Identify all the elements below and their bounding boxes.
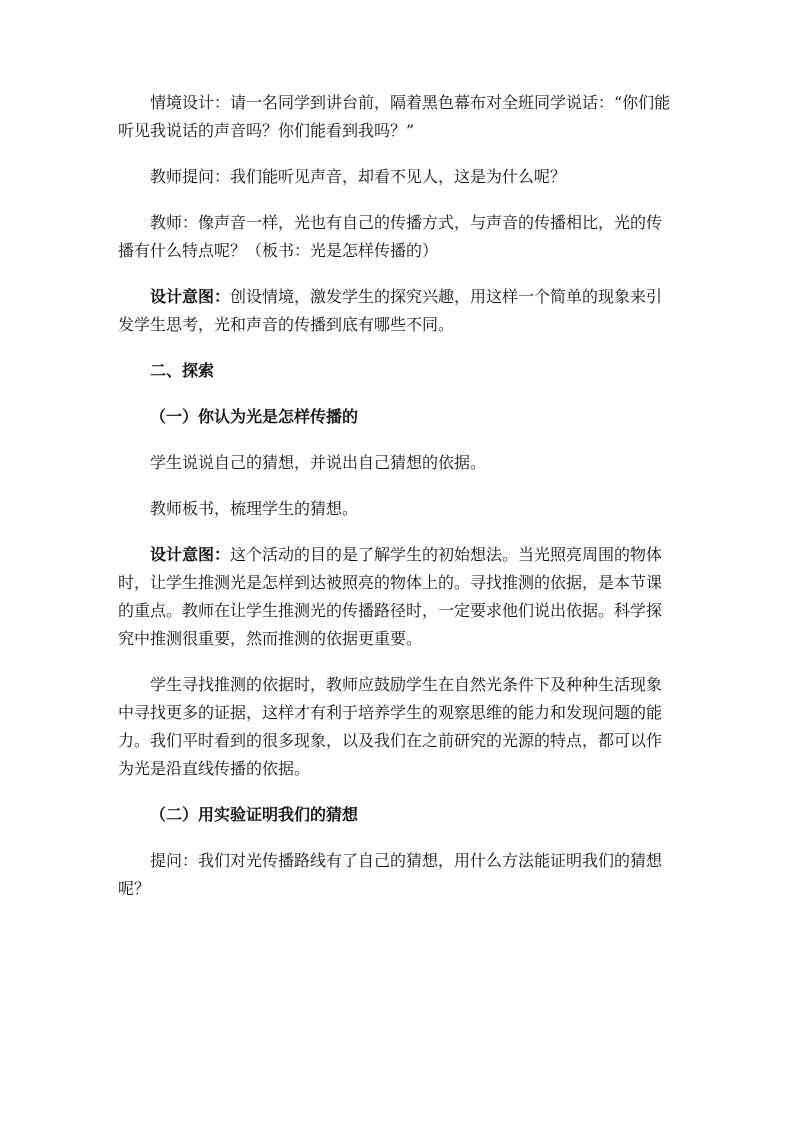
design-intent-label: 设计意图： — [150, 287, 231, 306]
paragraph-design-intent-2 — [118, 541, 674, 653]
paragraph-design-intent-1 — [118, 283, 674, 339]
subsection-heading-experiment: （二）用实验证明我们的猜想 — [150, 805, 359, 824]
paragraph-text: 学生寻找推测的依据时，教师应鼓励学生在自然光条件下及种种生活现象中寻找更多的证据，这样才有利于培养学生的观察思维的能力和发现问题的能力。我们平时看到的很多现象，以及我们在之前研究的光源的特点，都可以作为光是沿直线传播的依据。 — [118, 675, 663, 778]
paragraph-text: 教师提问：我们能听见声音，却看不见人，这是为什么呢？ — [150, 167, 567, 186]
paragraph-teacher-board — [118, 495, 674, 523]
section-heading-explore: 二、探索 — [150, 361, 215, 380]
paragraph-text: 教师板书，梳理学生的猜想。 — [150, 499, 359, 518]
paragraph-text: 学生说说自己的猜想，并说出自己猜想的依据。 — [150, 453, 487, 472]
paragraph-text: 教师：像声音一样，光也有自己的传播方式，与声音的传播相比，光的传播有什么特点呢？（板书：光是怎样传播的） — [118, 213, 663, 260]
paragraph-text: 这个活动的目的是了解学生的初始想法。当光照亮周围的物体时，让学生推测光是怎样到达被照亮的物体上的。寻找推测的依据，是本节课的重点。教师在让学生推测光的传播路径时，一定要求他们说出依据。科学探究中推测很重要，然而推测的依据更重要。 — [118, 545, 663, 648]
paragraph-student-guess — [118, 449, 674, 477]
paragraph-question-method — [118, 847, 674, 903]
paragraph-text: 情境设计：请一名同学到讲台前，隔着黑色幕布对全班同学说话：“你们能听见我说话的声音吗？你们能看到我吗？” — [118, 93, 671, 140]
paragraph-teacher-question — [118, 163, 674, 191]
document-body — [118, 89, 674, 921]
subsection-heading-how-light-travels: （一）你认为光是怎样传播的 — [150, 407, 359, 426]
design-intent-label: 设计意图： — [150, 545, 231, 564]
paragraph-scenario-design — [118, 89, 674, 145]
paragraph-text: 提问：我们对光传播路线有了自己的猜想，用什么方法能证明我们的猜想呢？ — [118, 851, 663, 898]
paragraph-text: 创设情境，激发学生的探究兴趣，用这样一个简单的现象来引发学生思考，光和声音的传播到底有哪些不同。 — [118, 287, 663, 334]
paragraph-teacher-light-propagation — [118, 209, 674, 265]
paragraph-evidence-guidance — [118, 671, 674, 783]
